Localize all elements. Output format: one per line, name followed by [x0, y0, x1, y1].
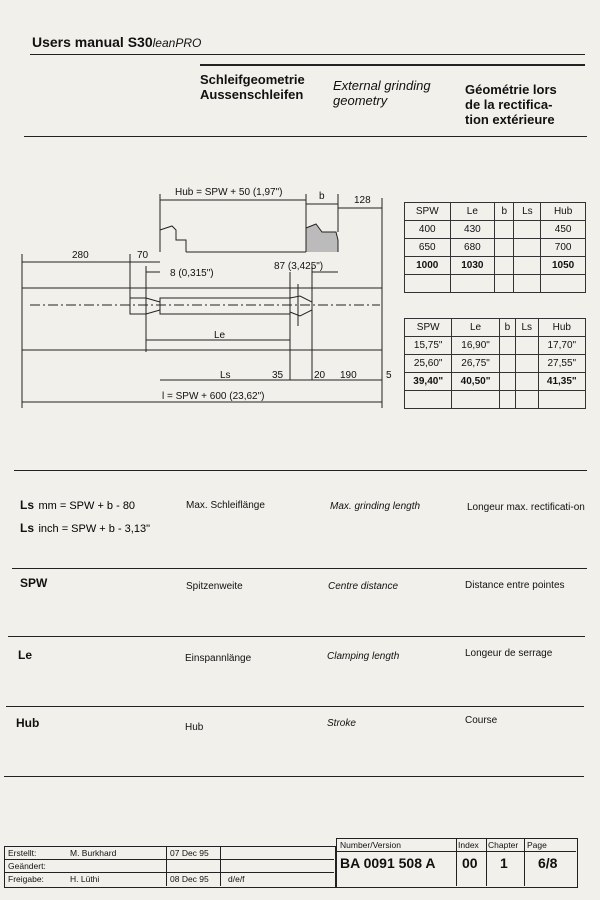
table-cell	[450, 275, 495, 293]
table-cell: 1030	[450, 257, 495, 275]
table-mm	[404, 202, 586, 293]
table-cell: 430	[450, 221, 495, 239]
title-fr-line-2: de la rectifica-	[465, 97, 553, 112]
right-centre-point	[290, 296, 312, 316]
footer-col-rule-2	[220, 846, 221, 886]
hub-fr: Course	[465, 715, 498, 726]
footer-number-label: Number/Version	[340, 840, 401, 850]
hub-de: Hub	[185, 722, 204, 733]
table-header-row	[405, 319, 586, 337]
footer-freigabe-name: H. Lüthi	[70, 874, 100, 884]
footer-page-label: Page	[527, 840, 547, 850]
label-8: 8 (0,315")	[170, 268, 214, 279]
section-rule-3	[8, 636, 585, 637]
le-en: Clamping length	[327, 651, 400, 662]
table-cell	[495, 257, 514, 275]
table-header-cell: Ls	[514, 203, 541, 221]
table-cell	[405, 391, 452, 409]
table-cell: 25,60"	[405, 355, 452, 373]
table-cell	[514, 221, 541, 239]
table-cell: 1050	[541, 257, 586, 275]
footer-language: d/e/f	[228, 874, 245, 884]
section-rule-4	[6, 706, 584, 707]
table-cell	[452, 391, 499, 409]
table-cell	[514, 275, 541, 293]
footer-freigabe-date: 08 Dec 95	[170, 874, 209, 884]
table-header-cell: Le	[452, 319, 499, 337]
table-header-row	[405, 203, 586, 221]
label-b: b	[319, 191, 325, 202]
title-de-line-2: Aussenschleifen	[200, 87, 304, 102]
le-fr: Longeur de serrage	[465, 648, 553, 659]
table-cell: 41,35"	[538, 373, 585, 391]
title-en	[333, 78, 431, 108]
label-20: 20	[314, 370, 326, 381]
footer-page-value: 6/8	[538, 855, 558, 871]
manual-title-model: leanPRO	[152, 36, 202, 50]
table-cell: 700	[541, 239, 586, 257]
table-header-cell: SPW	[405, 319, 452, 337]
table-header-cell: Ls	[515, 319, 538, 337]
table-row	[405, 239, 586, 257]
table-cell	[515, 337, 538, 355]
ls-formula-inch-text: inch = SPW + b - 3,13"	[38, 523, 150, 535]
title-fr-line-3: tion extérieure	[465, 112, 555, 127]
footer-geaendert-label: Geändert:	[8, 861, 46, 871]
title-de-line-1: Schleifgeometrie	[200, 72, 305, 87]
table-cell	[495, 221, 514, 239]
spw-de: Spitzenweite	[186, 581, 243, 592]
table-cell: 400	[405, 221, 451, 239]
table-header-cell: Le	[450, 203, 495, 221]
table-row	[405, 391, 586, 409]
label-35: 35	[272, 370, 284, 381]
label-hub: Hub = SPW + 50 (1,97")	[175, 187, 283, 198]
spw-en: Centre distance	[328, 581, 399, 592]
footer-erstellt-date: 07 Dec 95	[170, 848, 209, 858]
title-fr-line-1: Géométrie lors	[465, 82, 557, 97]
label-70: 70	[137, 250, 149, 261]
title-fr	[465, 82, 557, 127]
table-row	[405, 373, 586, 391]
label-128: 128	[354, 195, 371, 206]
workpiece-core	[160, 298, 290, 314]
ls-term-inch: Ls	[20, 521, 35, 535]
footer-erstellt-label: Erstellt:	[8, 848, 37, 858]
footer-doc-col-3	[524, 838, 525, 886]
footer-row-rule-2	[4, 872, 334, 873]
footer-chapter-label: Chapter	[488, 840, 519, 850]
table-cell: 17,70"	[538, 337, 585, 355]
table-header-cell: Hub	[538, 319, 585, 337]
table-cell	[541, 275, 586, 293]
table-header-cell: b	[499, 319, 515, 337]
manual-title	[32, 34, 201, 50]
table-row	[405, 275, 586, 293]
label-ls: Ls	[220, 370, 231, 381]
section-rule-1	[14, 470, 587, 471]
workpiece-outline	[22, 288, 382, 350]
title-de	[200, 72, 305, 102]
table-cell	[538, 391, 585, 409]
footer-doc-col-1	[456, 838, 457, 886]
table-cell: 450	[541, 221, 586, 239]
table-cell	[499, 373, 515, 391]
label-280: 280	[72, 250, 89, 261]
table-cell: 1000	[405, 257, 451, 275]
label-87: 87 (3,425")	[274, 261, 324, 272]
table-cell	[515, 391, 538, 409]
wheel-right-block	[306, 224, 338, 252]
ls-formula-inch	[20, 519, 150, 537]
table-row	[405, 337, 586, 355]
footer-doc-col-2	[486, 838, 487, 886]
table-cell: 26,75"	[452, 355, 499, 373]
ls-fr: Longeur max. rectificati-on	[467, 502, 585, 513]
table-cell: 15,75"	[405, 337, 452, 355]
title-en-line-2: geometry	[333, 93, 388, 108]
label-le: Le	[214, 330, 226, 341]
wheel-left-contour	[160, 226, 186, 252]
table-cell	[405, 275, 451, 293]
ls-formula-mm-text: mm = SPW + b - 80	[38, 500, 136, 512]
manual-title-prefix: Users manual S30	[32, 34, 153, 50]
footer-freigabe-label: Freigabe:	[8, 874, 44, 884]
table-inch	[404, 318, 586, 409]
grinding-geometry-diagram	[0, 180, 400, 420]
section-rule-2	[12, 568, 587, 569]
le-de: Einspannlänge	[185, 653, 252, 664]
label-5: 5	[386, 370, 392, 381]
table-header-cell: Hub	[541, 203, 586, 221]
table-header-cell: b	[495, 203, 514, 221]
table-cell: 680	[450, 239, 495, 257]
label-190: 190	[340, 370, 357, 381]
footer-chapter-value: 1	[500, 855, 508, 871]
title-top-rule	[200, 64, 585, 66]
table-cell: 16,90"	[452, 337, 499, 355]
footer-erstellt-name: M. Burkhard	[70, 848, 117, 858]
ls-term-mm: Ls	[20, 498, 35, 512]
table-cell: 39,40"	[405, 373, 452, 391]
title-en-line-1: External grinding	[333, 78, 431, 93]
table-cell	[499, 355, 515, 373]
left-centre-point	[130, 298, 160, 314]
table-cell	[515, 373, 538, 391]
footer-index-value: 00	[462, 855, 478, 871]
hub-term: Hub	[16, 716, 40, 730]
spw-term: SPW	[20, 576, 48, 590]
table-cell	[499, 337, 515, 355]
table-cell	[495, 239, 514, 257]
label-l: l = SPW + 600 (23,62")	[162, 391, 265, 402]
table-row	[405, 257, 586, 275]
table-header-cell: SPW	[405, 203, 451, 221]
table-cell: 27,55"	[538, 355, 585, 373]
table-cell	[495, 275, 514, 293]
table-cell	[515, 355, 538, 373]
ls-formula-mm	[20, 496, 135, 514]
ls-en: Max. grinding length	[330, 501, 421, 512]
ls-de: Max. Schleiflänge	[186, 500, 265, 511]
table-cell	[499, 391, 515, 409]
table-cell	[514, 239, 541, 257]
spw-fr: Distance entre pointes	[465, 580, 565, 591]
hub-en: Stroke	[327, 718, 356, 729]
section-rule-5	[4, 776, 584, 777]
table-cell: 650	[405, 239, 451, 257]
table-cell	[514, 257, 541, 275]
table-row	[405, 221, 586, 239]
footer-number-value: BA 0091 508 A	[340, 855, 436, 871]
le-term: Le	[18, 648, 33, 662]
footer-index-label: Index	[458, 840, 479, 850]
table-cell: 40,50"	[452, 373, 499, 391]
title-bottom-rule	[24, 136, 587, 137]
header-rule	[30, 54, 585, 55]
footer-col-rule-1	[166, 846, 167, 886]
table-row	[405, 355, 586, 373]
footer-row-rule-1	[4, 859, 334, 860]
